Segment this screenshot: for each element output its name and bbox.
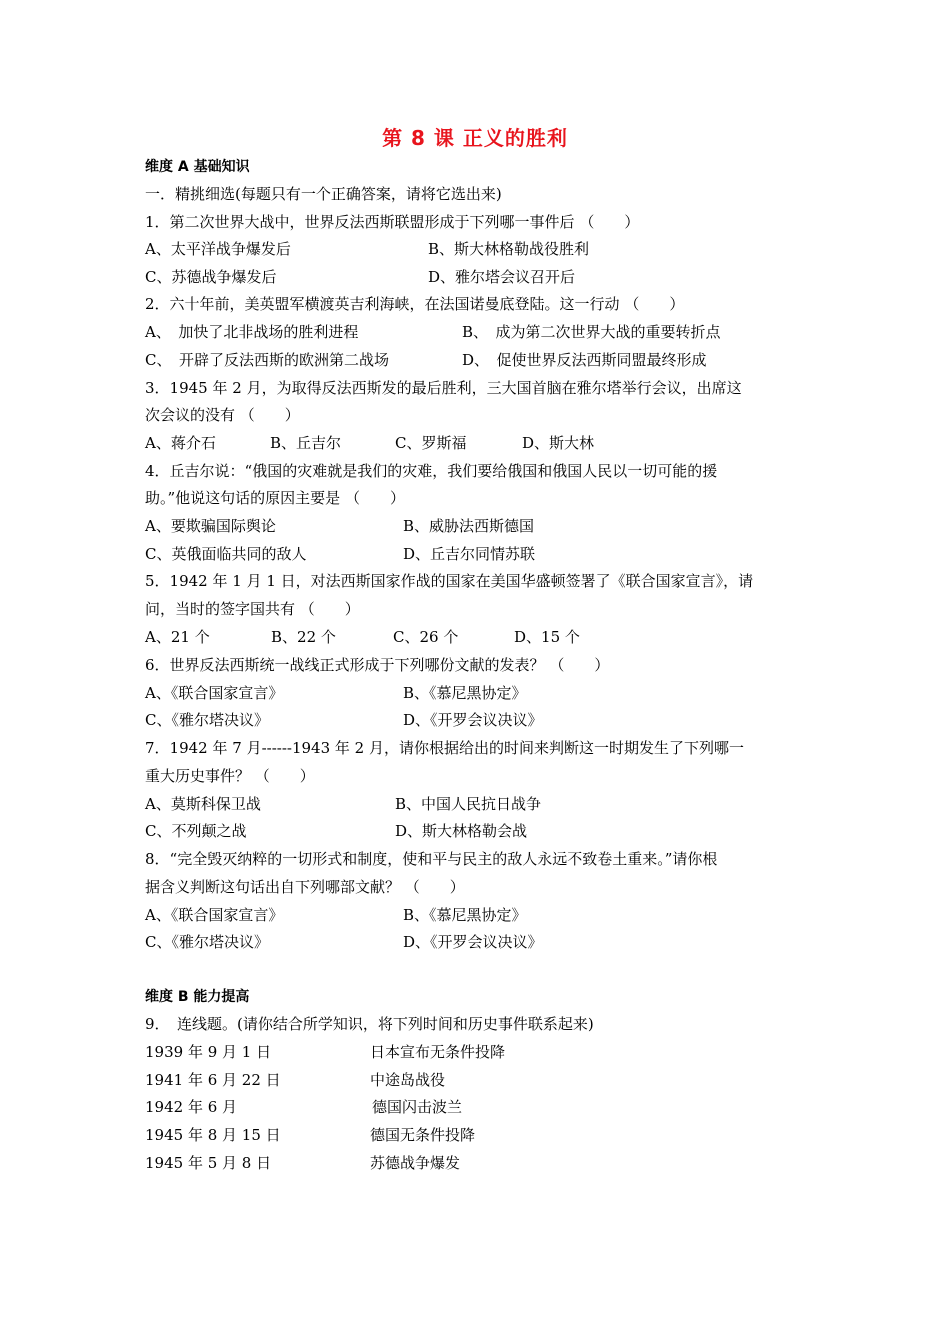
q2-option-c: C、 开辟了反法西斯的欧洲第二战场 [145,351,389,369]
q3-option-d: D、斯大林 [522,434,595,452]
question-8-text-line2: 据含义判断这句话出自下列哪部文献？ （ ） [145,878,465,896]
question-4-text-line1: 4．丘吉尔说：“俄国的灾难就是我们的灾难，我们要给俄国和俄国人民以一切可能的援 [145,462,718,480]
page-title: 第 8 课 正义的胜利 [382,126,568,150]
section-b-heading: 维度 B 能力提高 [145,989,250,1005]
question-7-text-line2: 重大历史事件？ （ ） [145,767,315,785]
question-1-text: 1．第二次世界大战中，世界反法西斯联盟形成于下列哪一事件后 （ ） [145,213,640,231]
q2-option-d: D、 促使世界反法西斯同盟最终形成 [462,351,707,369]
q1-option-a: A、太平洋战争爆发后 [145,240,291,258]
q5-option-d: D、15 个 [514,628,580,646]
q1-option-d: D、雅尔塔会议召开后 [428,268,576,286]
match-date-4: 1945 年 8 月 15 日 [145,1126,281,1144]
q3-option-b: B、丘吉尔 [270,434,342,452]
q7-option-b: B、中国人民抗日战争 [395,795,542,813]
q8-option-c: C、《雅尔塔决议》 [145,933,269,951]
question-6-text: 6．世界反法西斯统一战线正式形成于下列哪份文献的发表？ （ ） [145,656,610,674]
q7-option-a: A、莫斯科保卫战 [145,795,261,813]
q5-option-a: A、21 个 [145,628,210,646]
q6-option-c: C、《雅尔塔决议》 [145,711,269,729]
q4-option-a: A、要欺骗国际舆论 [145,517,276,535]
q4-option-b: B、威胁法西斯德国 [403,517,535,535]
question-8-text-line1: 8．“完全毁灭纳粹的一切形式和制度，使和平与民主的敌人永远不致卷土重来。”请你根 [145,850,718,868]
q5-option-b: B、22 个 [271,628,336,646]
q7-option-c: C、不列颠之战 [145,822,247,840]
question-2-text: 2．六十年前，美英盟军横渡英吉利海峡，在法国诺曼底登陆。这一行动 （ ） [145,295,685,313]
q3-option-a: A、蒋介石 [145,434,216,452]
match-date-5: 1945 年 5 月 8 日 [145,1154,272,1172]
match-event-3: 德国闪击波兰 [372,1098,463,1116]
question-3-text-line2: 次会议的没有 （ ） [145,406,300,424]
q7-option-d: D、斯大林格勒会战 [395,822,528,840]
question-5-text-line2: 问，当时的签字国共有 （ ） [145,600,360,618]
question-5-text-line1: 5．1942 年 1 月 1 日，对法西斯国家作战的国家在美国华盛顿签署了《联合国家宣言》，请 [145,572,754,590]
q4-option-c: C、英俄面临共同的敌人 [145,545,307,563]
q5-option-c: C、26 个 [393,628,459,646]
match-event-4: 德国无条件投降 [370,1126,476,1144]
section-a-instruction: 一．精挑细选(每题只有一个正确答案，请将它选出来) [145,185,502,203]
q2-option-b: B、 成为第二次世界大战的重要转折点 [462,323,721,341]
q3-option-c: C、罗斯福 [395,434,467,452]
q6-option-b: B、《慕尼黑协定》 [403,684,527,702]
q8-option-a: A、《联合国家宣言》 [145,906,284,924]
match-event-2: 中途岛战役 [370,1071,446,1089]
question-7-text-line1: 7．1942 年 7 月------1943 年 2 月，请你根据给出的时间来判断这一时期发生了下列哪一 [145,739,744,757]
question-3-text-line1: 3．1945 年 2 月，为取得反法西斯发的最后胜利，三大国首脑在雅尔塔举行会议，出席这 [145,379,742,397]
q1-option-b: B、斯大林格勒战役胜利 [428,240,590,258]
match-date-2: 1941 年 6 月 22 日 [145,1071,281,1089]
match-event-1: 日本宣布无条件投降 [370,1043,506,1061]
q2-option-a: A、 加快了北非战场的胜利进程 [145,323,359,341]
q4-option-d: D、丘吉尔同情苏联 [403,545,536,563]
q6-option-d: D、《开罗会议决议》 [403,711,543,729]
q1-option-c: C、苏德战争爆发后 [145,268,277,286]
section-a-heading: 维度 A 基础知识 [145,159,250,175]
match-date-1: 1939 年 9 月 1 日 [145,1043,272,1061]
match-date-3: 1942 年 6 月 [145,1098,238,1116]
q8-option-b: B、《慕尼黑协定》 [403,906,527,924]
q6-option-a: A、《联合国家宣言》 [145,684,284,702]
match-event-5: 苏德战争爆发 [370,1154,461,1172]
question-9-text: 9． 连线题。(请你结合所学知识，将下列时间和历史事件联系起来) [145,1015,594,1033]
q8-option-d: D、《开罗会议决议》 [403,933,543,951]
question-4-text-line2: 助。”他说这句话的原因主要是 （ ） [145,489,405,507]
